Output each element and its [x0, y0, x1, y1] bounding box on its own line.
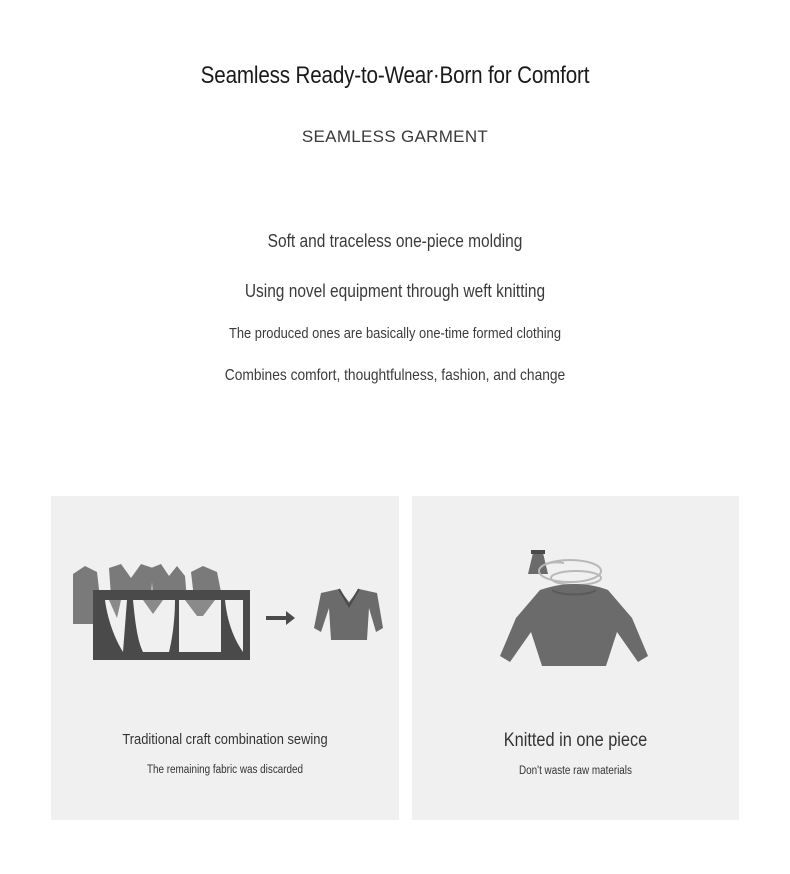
sweater-icon: [500, 584, 648, 666]
yarn-loop-icon: [539, 560, 601, 585]
page-subtitle: SEAMLESS GARMENT: [301, 127, 489, 146]
page-title: Seamless Ready-to-Wear·Born for Comfort: [200, 62, 590, 89]
intro-line-2: Using novel equipment through weft knitting: [244, 281, 546, 301]
yarn-cone-icon: [528, 550, 548, 574]
intro-line-4: Combines comfort, thoughtfulness, fashion, and change: [224, 367, 566, 384]
panel-caption: Knitted in one piece: [503, 730, 648, 751]
cutting-frame-icon: [93, 590, 250, 660]
knitted-one-piece-panel: [412, 496, 739, 820]
sweater-icon: [314, 589, 383, 640]
traditional-craft-panel: [51, 496, 399, 820]
intro-line-3: The produced ones are basically one-time formed clothing: [228, 325, 561, 342]
panel-caption: Traditional craft combination sewing: [122, 731, 328, 748]
panel-subcaption: The remaining fabric was discarded: [146, 764, 304, 776]
panel-subcaption: Don't waste raw materials: [519, 765, 632, 777]
intro-line-1: Soft and traceless one-piece molding: [267, 231, 523, 251]
arrow-right-icon: [266, 611, 295, 625]
